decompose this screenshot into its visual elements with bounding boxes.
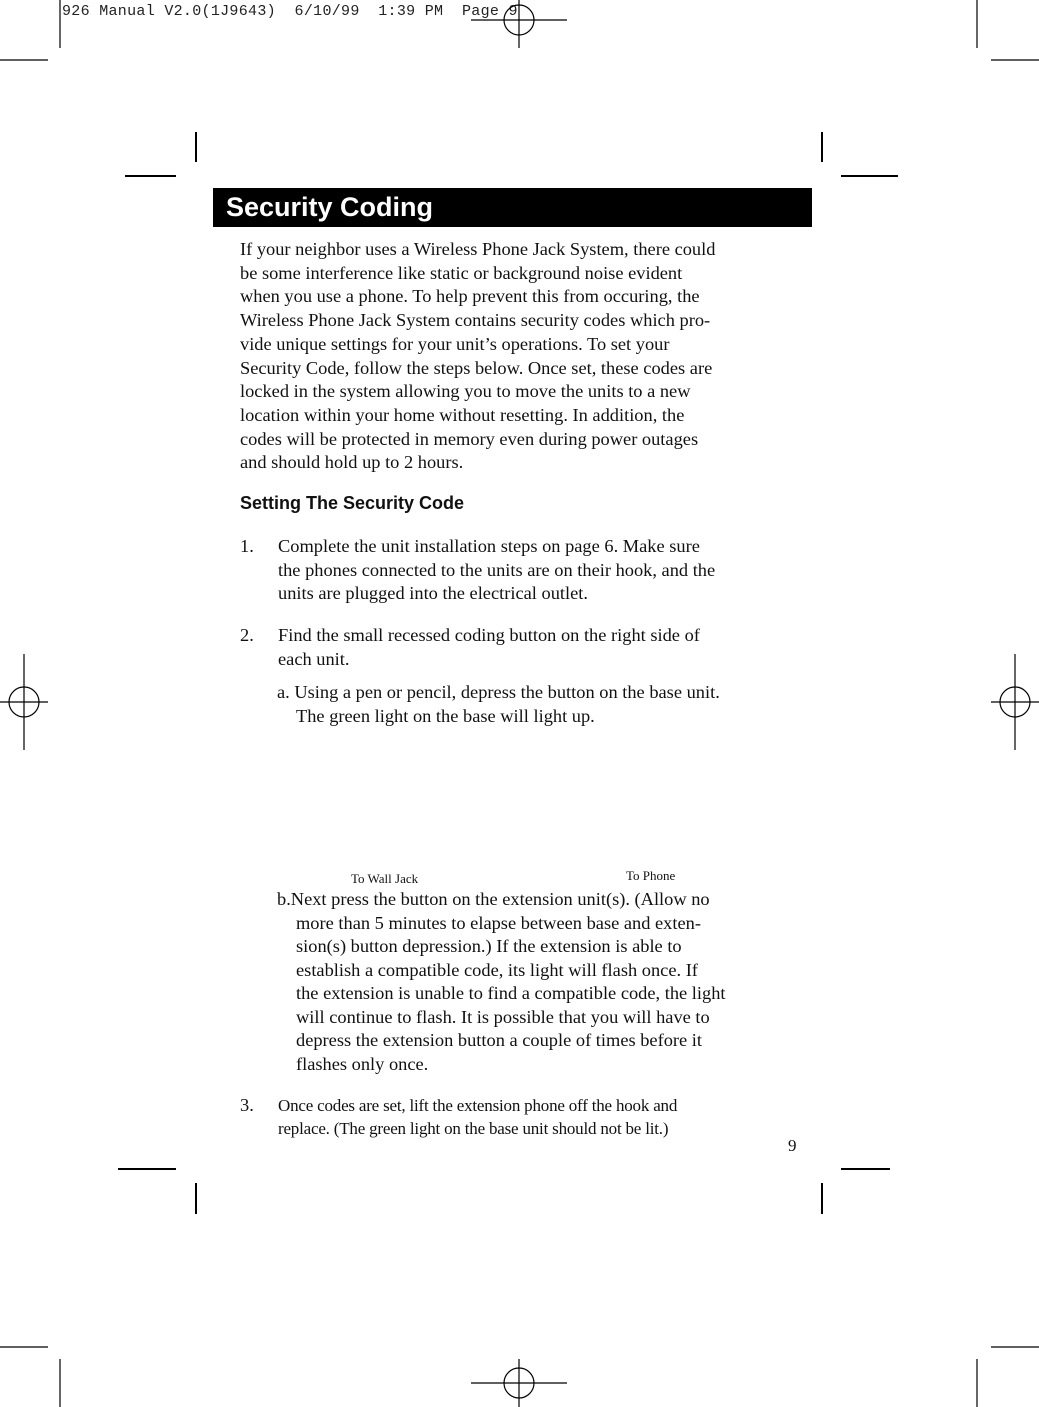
intro-line: If your neighbor uses a Wireless Phone Jack System, there could — [240, 239, 716, 259]
step-2-line: each unit. — [278, 648, 350, 669]
printer-slug: 926 Manual V2.0(1J9643) 6/10/99 1:39 PM Page 9 — [62, 3, 518, 20]
step-2b-line: b.Next press the button on the extension unit(s). (Allow no — [277, 889, 710, 909]
intro-line: Security Code, follow the steps below. Once set, these codes are — [240, 357, 713, 378]
intro-paragraph — [240, 238, 785, 475]
figure-label-wall-jack: To Wall Jack — [351, 871, 419, 886]
step-2b-line: will continue to flash. It is possible that you will have to — [296, 1006, 710, 1027]
step-2a-line: a. Using a pen or pencil, depress the button on the base unit. — [277, 682, 720, 702]
intro-line: locked in the system allowing you to move the units to a new — [240, 381, 691, 402]
intro-line: Wireless Phone Jack System contains security codes which pro- — [240, 310, 711, 331]
section-title: Security Coding — [226, 192, 434, 222]
step-2b-line: depress the extension button a couple of times before it — [296, 1030, 703, 1050]
subheading: Setting The Security Code — [240, 493, 465, 513]
step-1-text — [278, 535, 715, 606]
step-3-number: 3. — [240, 1095, 254, 1115]
step-2-line: Find the small recessed coding button on the right side of — [278, 625, 700, 645]
intro-line: when you use a phone. To help prevent this from occuring, the — [240, 286, 700, 307]
step-2b-text — [277, 888, 726, 1076]
step-2a-text — [277, 681, 720, 728]
step-3-line: Once codes are set, lift the extension phone off the hook and — [278, 1096, 678, 1115]
intro-line: codes will be protected in memory even during power outages — [240, 428, 699, 449]
intro-line: vide unique settings for your unit’s operations. To set your — [240, 333, 670, 354]
step-1-line: Complete the unit installation steps on page 6. Make sure — [278, 536, 700, 556]
step-2a-line: The green light on the base will light up. — [296, 705, 595, 726]
step-2b-line: the extension is unable to find a compatible code, the light — [296, 983, 726, 1003]
step-2-number: 2. — [240, 625, 254, 645]
step-2b-line: sion(s) button depression.) If the extension is able to — [296, 936, 682, 956]
step-3-line: replace. (The green light on the base unit should not be lit.) — [278, 1119, 669, 1138]
step-3-text — [278, 1094, 677, 1140]
page-number: 9 — [788, 1136, 797, 1155]
step-2-text — [278, 624, 700, 671]
intro-line: be some interference like static or background noise evident — [240, 262, 683, 283]
step-1-number: 1. — [240, 536, 254, 556]
figure-label-phone: To Phone — [626, 868, 676, 883]
intro-line: location within your home without resetting. In addition, the — [240, 404, 685, 425]
step-2b-line: establish a compatible code, its light will flash once. If — [296, 959, 698, 980]
step-1-line: units are plugged into the electrical outlet. — [278, 583, 588, 603]
step-1-line: the phones connected to the units are on their hook, and the — [278, 559, 716, 580]
step-2b-line: more than 5 minutes to elapse between base and exten- — [296, 912, 701, 933]
intro-line: and should hold up to 2 hours. — [240, 452, 464, 473]
step-2b-line: flashes only once. — [296, 1053, 429, 1074]
